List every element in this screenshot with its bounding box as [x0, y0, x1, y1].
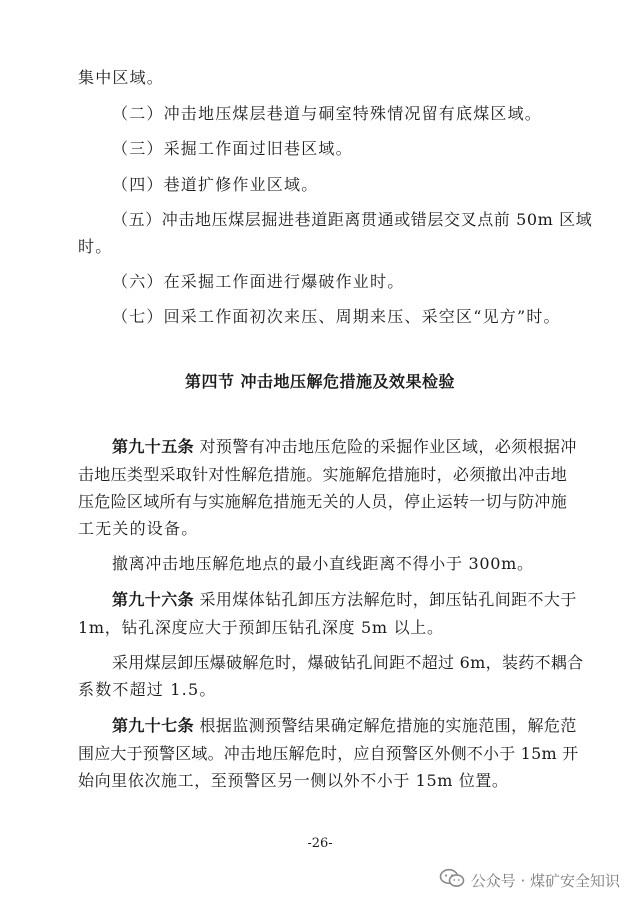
section-heading: 第四节 冲击地压解危措施及效果检验	[184, 372, 456, 391]
list-item: （六）在采掘工作面进行爆破作业时。	[112, 272, 405, 291]
text-line: 时。	[78, 237, 113, 256]
text-line: 击地压类型采取针对性解危措施。实施解危措施时，必须撤出冲击地	[78, 465, 568, 484]
text-line: 撤离冲击地压解危地点的最小直线距离不得小于 300m。	[112, 554, 534, 573]
text-line: 1m，钻孔深度应大于预卸压钻孔深度 5m 以上。	[78, 618, 444, 637]
article-text: 对预警有冲击地压危险的采掘作业区域，必须根据冲	[199, 437, 577, 456]
text-line: 始向里依次施工，至预警区另一侧以外不小于 15m 位置。	[78, 771, 509, 790]
text-line: 集中区域。	[78, 68, 165, 87]
article-96-line-1	[112, 590, 577, 610]
text-line: 系数不超过 1.5。	[78, 680, 217, 699]
article-text: 根据监测预警结果确定解危措施的实施范围，解危范	[199, 716, 577, 735]
article-label: 第九十五条	[112, 437, 195, 456]
article-label: 第九十六条	[112, 590, 195, 609]
article-text: 采用煤体钻孔卸压方法解危时，卸压钻孔间距不大于	[199, 590, 577, 609]
list-item: （五）冲击地压煤层掘进巷道距离贯通或错层交叉点前 50m 区域	[112, 210, 593, 229]
text-line: 采用煤层卸压爆破解危时，爆破钻孔间距不超过 6m，装药不耦合	[112, 653, 584, 672]
text-line: 工无关的设备。	[78, 519, 199, 538]
list-item: （三）采掘工作面过旧巷区域。	[112, 139, 353, 158]
list-item: （四）巷道扩修作业区域。	[112, 175, 319, 194]
list-item: （二）冲击地压煤层巷道与硐室特殊情况留有底煤区域。	[112, 104, 543, 123]
watermark-text: 公众号 · 煤矿安全知识	[470, 871, 620, 890]
article-95-line-1	[112, 437, 577, 457]
wechat-icon	[439, 868, 465, 893]
page-number: -26-	[307, 836, 333, 851]
text-line: 压危险区域所有与实施解危措施无关的人员，停止运转一切与防冲施	[78, 492, 568, 511]
text-line: 围应大于预警区域。冲击地压解危时，应自预警区外侧不小于 15m 开	[78, 744, 579, 763]
list-item: （七）回采工作面初次来压、周期来压、采空区“见方”时。	[112, 307, 561, 326]
article-label: 第九十七条	[112, 716, 195, 735]
watermark	[439, 868, 620, 893]
article-97-line-1	[112, 716, 577, 736]
